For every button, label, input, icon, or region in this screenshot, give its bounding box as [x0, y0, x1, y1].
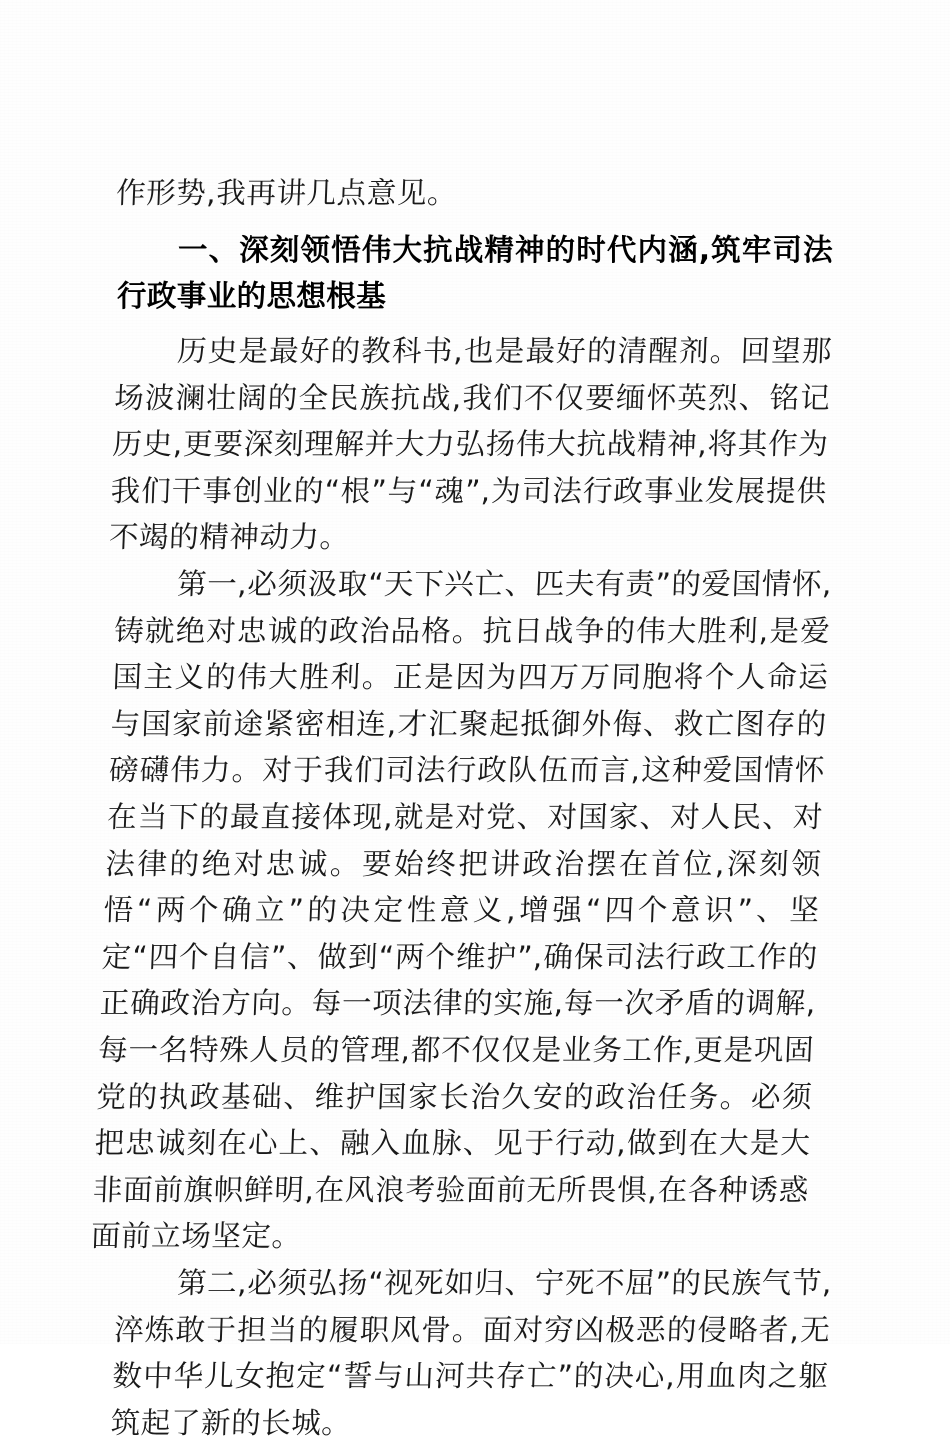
- paragraph-1: 历史是最好的教科书,也是最好的清醒剂。回望那场波澜壮阔的全民族抗战,我们不仅要缅怀英烈、铭记历史,更要深刻理解并大力弘扬伟大抗战精神,将其作为我们干事创业的“根”与“魂”,为司法行政事业发展提供不竭的精神动力。: [108, 333, 833, 555]
- document-text-body: [90, 170, 833, 1446]
- paragraph-3: 第二,必须弘扬“视死如归、宁死不屈”的民族气节,淬炼敢于担当的履职风骨。面对穷凶极恶的侵略者,无数中华儿女抱定“誓与山河共存亡”的决心,用血肉之躯筑起了新的长城。: [110, 1265, 833, 1440]
- paragraph-continuation-line: 作形势,我再讲几点意见。: [115, 176, 458, 210]
- section-heading-1: 一、深刻领悟伟大抗战精神的时代内涵,筑牢司法行政事业的思想根基: [117, 232, 833, 314]
- paragraph-2: 第一,必须汲取“天下兴亡、匹夫有责”的爱国情怀,铸就绝对忠诚的政治品格。抗日战争的伟大胜利,是爱国主义的伟大胜利。正是因为四万万同胞将个人命运与国家前途紧密相连,才汇聚起抵御外侮、救亡图存的磅礴伟力。对于我们司法行政队伍而言,这种爱国情怀在当下的最直接体现,就是对党、对国家、对人民、对法律的绝对忠诚。要始终把讲政治摆在首位,深刻领悟“两个确立”的决定性意义,增强“四个意识”、坚定“四个自信”、做到“两个维护”,确保司法行政工作的正确政治方向。每一项法律的实施,每一次矛盾的调解,每一名特殊人员的管理,都不仅仅是业务工作,更是巩固党的执政基础、维护国家长治久安的政治任务。必须把忠诚刻在心上、融入血脉、见于行动,做到在大是大非面前旗帜鲜明,在风浪考验面前无所畏惧,在各种诱惑面前立场坚定。: [90, 566, 833, 1254]
